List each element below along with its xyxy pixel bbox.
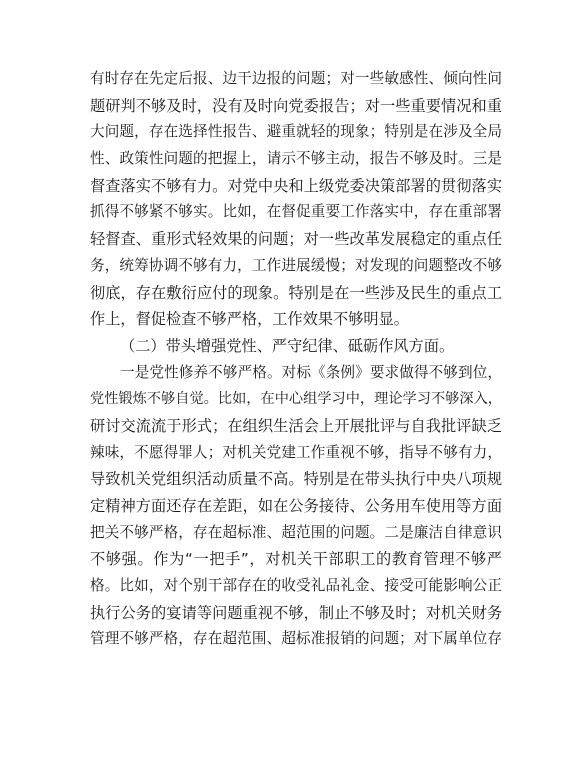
text-line: 督查落实不够有力。对党中央和上级党委决策部署的贯彻落实: [90, 176, 502, 195]
text-line: 把关不够严格，存在超标准、超范围的问题。二是廉洁自律意识: [90, 523, 502, 541]
text-line: 格。比如，对个别干部存在的收受礼品礼金、接受可能影响公正: [90, 577, 502, 595]
text-line: 管理不够严格，存在超范围、超标准报销的问题；对下属单位存: [90, 630, 502, 648]
text-line: 轻督查、重形式轻效果的问题；对一些改革发展稳定的重点任: [90, 230, 502, 249]
section-heading: （二）带头增强党性、严守纪律、砥砺作风方面。: [120, 336, 455, 355]
text-line: 题研判不够及时，没有及时向党委报告；对一些重要情况和重: [90, 96, 502, 115]
body-text: [90, 66, 502, 653]
text-line: 务，统筹协调不够有力，工作进展缓慢；对发现的问题整改不够: [90, 256, 502, 274]
paragraph-first-line: 一是党性修养不够严格。对标《条例》要求做得不够到位，: [120, 363, 502, 381]
text-line: 研讨交流流于形式；在组织生活会上开展批评与自我批评缺乏: [90, 416, 502, 435]
text-line: 彻底，存在敷衍应付的现象。特别是在一些涉及民生的重点工: [90, 283, 502, 302]
text-line: 性、政策性问题的把握上，请示不够主动，报告不够及时。三是: [90, 150, 502, 168]
text-line: 导致机关党组织活动质量不高。特别是在带头执行中央八项规: [90, 470, 502, 489]
text-line: 定精神方面还存在差距，如在公务接待、公务用车使用等方面: [90, 497, 502, 515]
text-line: 抓得不够紧不够实。比如，在督促重要工作落实中，存在重部署: [90, 203, 502, 221]
text-line: 辣味，不愿得罪人；对机关党建工作重视不够，指导不够有力，: [90, 443, 502, 461]
text-line: 大问题，存在选择性报告、避重就轻的现象；特别是在涉及全局: [90, 123, 502, 141]
text-line: 党性锻炼不够自觉。比如，在中心组学习中，理论学习不够深入，: [90, 391, 502, 408]
text-line: 不够强。作为“一把手”，对机关干部职工的教育管理不够严: [90, 550, 502, 569]
text-line: 有时存在先定后报、边干边报的问题；对一些敏感性、倾向性问: [90, 70, 502, 87]
text-line: 执行公务的宴请等问题重视不够，制止不够及时；对机关财务: [90, 603, 502, 622]
text-line: 作上，督促检查不够严格，工作效果不够明显。: [90, 310, 409, 329]
